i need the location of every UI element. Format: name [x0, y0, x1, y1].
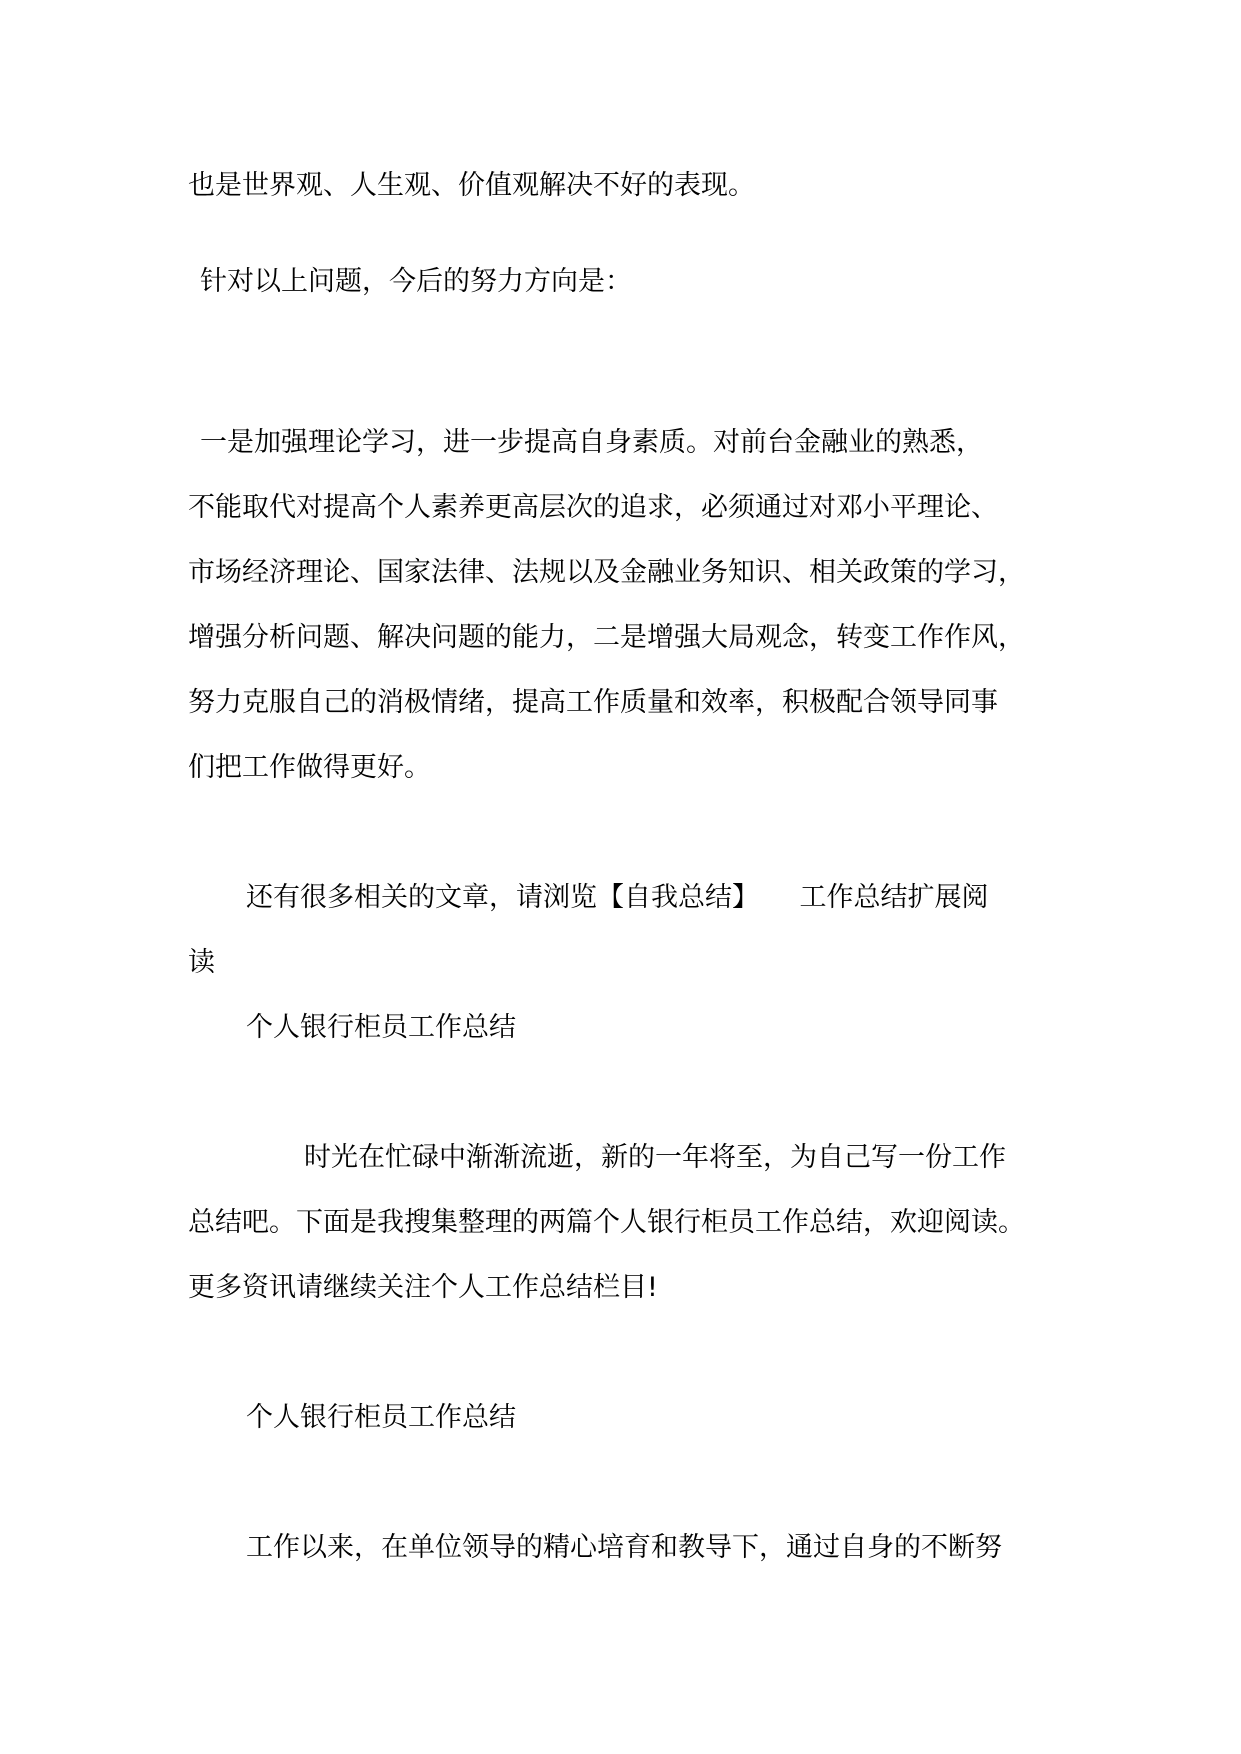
- text-line: 们把工作做得更好。: [188, 752, 431, 783]
- text-line: 工作以来，在单位领导的精心培育和教导下，通过自身的不断努: [246, 1532, 1002, 1563]
- text-line: 针对以上问题，今后的努力方向是：: [200, 266, 632, 297]
- section-heading: 个人银行柜员工作总结: [246, 1012, 516, 1043]
- text-line: 一是加强理论学习，进一步提高自身素质。对前台金融业的熟悉，: [200, 427, 983, 458]
- text-line: 读: [188, 947, 215, 978]
- text-line: 更多资讯请继续关注个人工作总结栏目!: [188, 1272, 658, 1303]
- text-line: 努力克服自己的消极情绪，提高工作质量和效率，积极配合领导同事: [188, 687, 998, 718]
- text-line: 增强分析问题、解决问题的能力，二是增强大局观念，转变工作作风，: [188, 622, 1025, 653]
- text-line: 总结吧。下面是我搜集整理的两篇个人银行柜员工作总结，欢迎阅读。: [188, 1207, 1025, 1238]
- text-line: 不能取代对提高个人素养更高层次的追求，必须通过对邓小平理论、: [188, 492, 998, 523]
- text-line: 市场经济理论、国家法律、法规以及金融业务知识、相关政策的学习，: [188, 557, 1025, 588]
- text-line: 也是世界观、人生观、价值观解决不好的表现。: [188, 170, 755, 201]
- text-line: 时光在忙碌中渐渐流逝，新的一年将至，为自己写一份工作: [304, 1142, 1006, 1173]
- section-heading: 个人银行柜员工作总结: [246, 1402, 516, 1433]
- text-line: 还有很多相关的文章，请浏览【自我总结】 工作总结扩展阅: [246, 882, 989, 913]
